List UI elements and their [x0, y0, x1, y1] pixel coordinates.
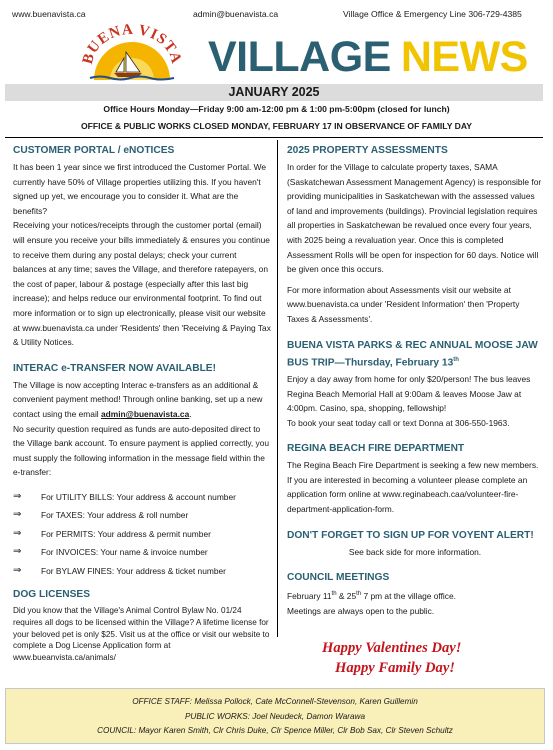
masthead-news: NEWS [400, 33, 528, 81]
council-heading: COUNCIL MEETINGS [287, 572, 390, 584]
voyent-paragraph: See back side for more information. [348, 546, 482, 557]
fire-paragraph: The Regina Beach Fire Department is seeking a few new members. If you are interested in becoming a volunteer please complete an application form online at www.reginabeach.caa/volunteer-fire-department-application-form. [287, 460, 539, 515]
buena-vista-logo [80, 22, 184, 82]
interac-instructions: No security question required as funds are auto-deposited direct to the Village bank account. To ensure payment is applied correctly, you must supply the following information in the message field within the e-transfer: [13, 423, 270, 478]
council-dates: February 11th & 25th 7 pm at the village office. [287, 591, 456, 602]
council-public-note: Meetings are always open to the public. [287, 605, 435, 616]
arrow-icon: ⇒ [13, 490, 22, 502]
public-works: PUBLIC WORKS: Joel Neudeck, Damon Warawa [184, 711, 366, 721]
website-text: www.buenavista.ca [12, 9, 86, 19]
arrow-icon: ⇒ [13, 527, 22, 539]
left-column [13, 144, 271, 663]
valentines-greeting: Happy Valentines Day! [322, 640, 462, 656]
arrow-icon: ⇒ [13, 546, 22, 558]
interac-paragraph: The Village is now accepting Interac e-transfers as an additional & convenient payment method! Through online banking, set up a new contact using the email admin@buenavista.ca. [13, 379, 263, 419]
portal-heading: CUSTOMER PORTAL / eNOTICES [13, 145, 175, 156]
interac-heading: INTERAC e-TRANSFER NOW AVAILABLE! [13, 362, 216, 374]
masthead-title [208, 33, 528, 81]
list-item: ⇒ For INVOICES: Your name & invoice number [13, 543, 271, 562]
issue-month: JANUARY 2025 [5, 84, 543, 101]
arrow-icon: ⇒ [13, 564, 22, 576]
arrow-icon: ⇒ [13, 509, 22, 521]
portal-benefits-paragraph: Receiving your notices/receipts through the customer portal (email) will ensure you receive your bills immediately & ensures you continue to receive them during any postal delays; check your current balances at any time; saves the Village, and therefore ratepayers, on the cost of paper, labour & postage (especially after this last big increase); and helps reduce our environmental footprint. To find out more information or to sign up electronically, please visit our website at www.buenavista.ca under 'Residents' then 'Receiving & Paying Tax & Utility Notices. [13, 220, 271, 348]
list-item: ⇒ For UTILITY BILLS: Your address & account number [13, 488, 271, 507]
dog-heading: DOG LICENSES [13, 589, 90, 601]
dog-paragraph: Did you know that the Village's Animal Control Bylaw No. 01/24 requires all dogs to be licensed within the Village? A lifetime license for your beloved pet is only $25. Visit us at the office or visit our website to complete a Dog License Application form at www.bueanvista.ca/animals/ [13, 606, 270, 662]
assessments-info-paragraph: For more information about Assessments visit our website at www.buenavista.ca under 'Resident Information' then 'Property Taxes & Assessments'. [287, 284, 520, 324]
payment-info-list [13, 488, 271, 581]
moosejaw-paragraph: Enjoy a day away from home for only $20/person! The bus leaves Regina Beach Memorial Hall at 9:00am & leaves Moose Jaw at 4:00pm. Casino, spa, shopping, fellowship! [287, 373, 531, 414]
interac-email-link[interactable]: admin@buenavista.ca [101, 408, 190, 419]
list-item: ⇒ For BYLAW FINES: Your address & ticket number [13, 562, 271, 581]
moosejaw-booking: To book your seat today call or text Donna at 306-550-1963. [287, 417, 510, 428]
moosejaw-heading: BUENA VISTA PARKS & REC ANNUAL MOOSE JAW BUS TRIP—Thursday, February 13th [287, 339, 538, 368]
assessments-paragraph: In order for the Village to calculate property taxes, SAMA (Saskatchewan Assessment Management Agency) is responsible for providing municipalities in Saskatchewan with the assessed values of land and improvements (buildings). Provincial legislation requires all properties in Saskatchewan be revalued once every four years, with 2025 being a revaluation year. Once this is completed Assessment Rolls will be open for inspection for 60 days. Notice will be given once this occurs. [287, 162, 542, 275]
office-staff: OFFICE STAFF: Melissa Pollock, Cate McConnell-Stevenson, Karen Guillemin [132, 697, 418, 706]
logo-text: BUENA VISTA [80, 22, 184, 66]
family-day-greeting: Happy Family Day! [335, 660, 455, 676]
column-divider [277, 140, 278, 637]
office-hours: Office Hours Monday—Friday 9:00 am-12:00 pm & 1:00 pm-5:00pm (closed for lunch) [103, 104, 450, 114]
divider [5, 137, 543, 138]
email-text: admin@buenavista.ca [193, 9, 279, 19]
right-column [287, 144, 543, 618]
contact-bar [0, 0, 553, 20]
list-item: ⇒ For TAXES: Your address & roll number [13, 506, 271, 525]
staff-footer [5, 688, 545, 744]
council-members: COUNCIL: Mayor Karen Smith, Clr Chris Duke, Clr Spence Miller, Clr Bob Sax, Clr Steven Schultz [97, 726, 453, 735]
list-item: ⇒ For PERMITS: Your address & permit number [13, 525, 271, 544]
assessments-heading: 2025 PROPERTY ASSESSMENTS [287, 145, 448, 156]
closure-notice: OFFICE & PUBLIC WORKS CLOSED MONDAY, FEBRUARY 17 IN OBSERVANCE OF FAMILY DAY [80, 121, 473, 131]
voyent-heading: DON'T FORGET TO SIGN UP FOR VOYENT ALERT! [287, 529, 534, 541]
portal-paragraph: It has been 1 year since we first introduced the Customer Portal. We currently have 50% of Village properties utilizing this. If you haven't signed up yet, we encourage you to consider it. What are the benefits? [13, 162, 267, 216]
masthead-village: VILLAGE [208, 33, 391, 81]
fire-heading: REGINA BEACH FIRE DEPARTMENT [287, 443, 465, 455]
phone-text: Village Office & Emergency Line 306-729-4385 [343, 9, 522, 19]
